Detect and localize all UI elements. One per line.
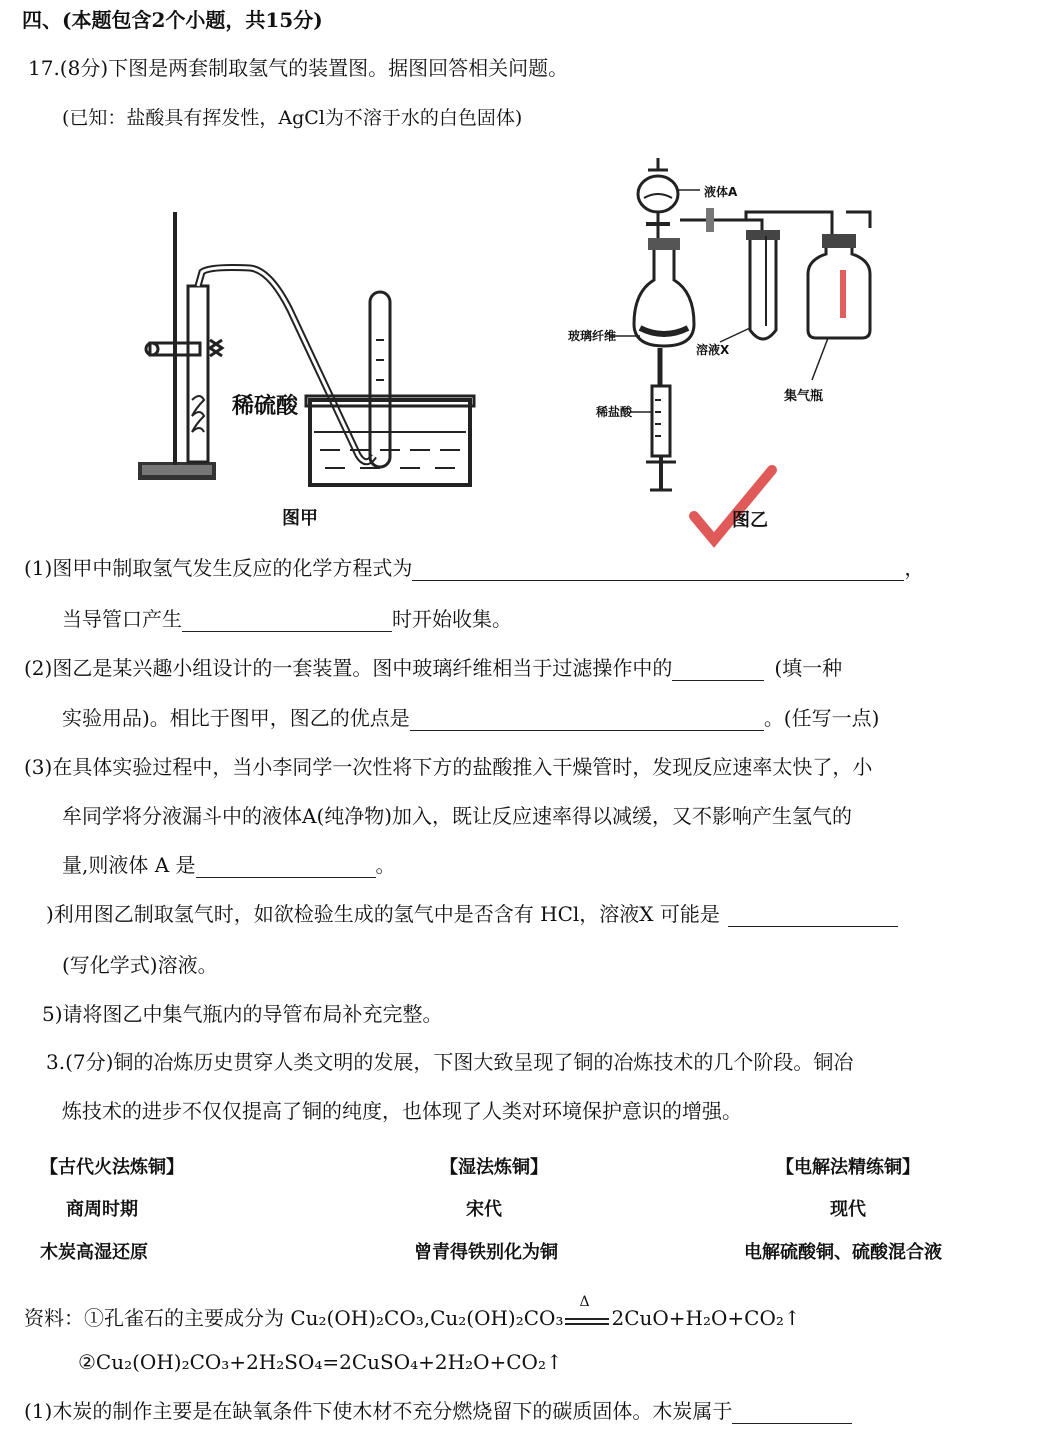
label-hydrochloric-acid: 稀盐酸 bbox=[596, 405, 633, 419]
q17-part5: 5)请将图乙中集气瓶内的导管布局补充完整。 bbox=[42, 1002, 443, 1026]
test-tube-x bbox=[750, 240, 776, 339]
question-18-stem-line1: 3.(7分)铜的冶炼历史贯穿人类文明的发展，下图大致呈现了铜的冶炼技术的几个阶段。铜冶 bbox=[46, 1050, 854, 1074]
column-2-method: 曾青得铁别化为铜 bbox=[414, 1242, 558, 1263]
section-heading: 四、(本题包含2个小题，共15分) bbox=[22, 8, 323, 32]
figure-jia-caption: 图甲 bbox=[282, 508, 318, 529]
gas-bottle bbox=[808, 248, 870, 338]
column-2-period: 宋代 bbox=[466, 1199, 502, 1220]
syringe bbox=[652, 386, 670, 456]
figure-yi bbox=[560, 150, 890, 550]
q17-part1-line1: (1)图甲中制取氢气发生反应的化学方程式为 ， bbox=[24, 556, 925, 580]
answer-blank-equation[interactable] bbox=[412, 558, 904, 581]
figure-yi-caption: 图乙 bbox=[732, 510, 768, 531]
column-1-title: 【古代火法炼铜】 bbox=[40, 1157, 184, 1178]
label-dilute-sulfuric-acid: 稀硫酸 bbox=[232, 394, 299, 419]
column-3-period: 现代 bbox=[830, 1199, 866, 1220]
question-17-known: (已知：盐酸具有挥发性，AgCl为不溶于水的白色固体) bbox=[62, 107, 523, 129]
q17-part4-line2: (写化学式)溶液。 bbox=[62, 953, 218, 977]
q17-part2-line2: 实验用品)。相比于图甲，图乙的优点是 。(任写一点) bbox=[62, 706, 880, 730]
material-line-2: ②Cu₂(OH)₂CO₃+2H₂SO₄=2CuSO₄+2H₂O+CO₂↑ bbox=[78, 1350, 563, 1374]
q17-part3-line2: 牟同学将分液漏斗中的液体A(纯净物)加入，既让反应速率得以减缓，又不影响产生氢气的 bbox=[62, 804, 853, 828]
column-3-title: 【电解法精练铜】 bbox=[776, 1157, 920, 1178]
q17-part1-line2: 当导管口产生 时开始收集。 bbox=[62, 607, 512, 631]
answer-blank-charcoal[interactable] bbox=[732, 1401, 852, 1424]
answer-blank-advantage[interactable] bbox=[410, 708, 764, 731]
heating-condition: Δ bbox=[565, 1308, 609, 1325]
answer-blank-solution-x[interactable] bbox=[728, 904, 898, 927]
material-line-1: 资料：①孔雀石的主要成分为 Cu₂(OH)₂CO₃,Cu₂(OH)₂CO₃ Δ 2CuO+H₂O+CO₂↑ bbox=[24, 1294, 801, 1330]
question-17-stem: 17.(8分)下图是两套制取氢气的装置图。据图回答相关问题。 bbox=[28, 56, 569, 80]
answer-blank-bubbles[interactable] bbox=[182, 609, 392, 632]
figure-jia bbox=[130, 200, 500, 540]
question-18-stem-line2: 炼技术的进步不仅仅提高了铜的纯度，也体现了人类对环境保护意识的增强。 bbox=[62, 1099, 742, 1123]
answer-blank-filter-item[interactable] bbox=[672, 658, 764, 681]
tube bbox=[188, 286, 208, 462]
column-1-method: 木炭高湿还原 bbox=[40, 1242, 148, 1263]
q17-part3-line1: (3)在具体实验过程中，当小李同学一次性将下方的盐酸推入干燥管时，发现反应速率太快了，小 bbox=[24, 755, 873, 779]
q17-part4-line1: )利用图乙制取氢气时，如欲检验生成的氢气中是否含有 HCl，溶液X 可能是 bbox=[46, 898, 898, 927]
q18-part1: (1)木炭的制作主要是在缺氧条件下使木材不充分燃烧留下的碳质固体。木炭属于 bbox=[24, 1395, 852, 1424]
label-liquid-a: 液体A bbox=[704, 185, 738, 199]
answer-blank-liquid-a[interactable] bbox=[196, 855, 376, 878]
column-1-period: 商周时期 bbox=[66, 1199, 138, 1220]
column-2-title: 【湿法炼铜】 bbox=[440, 1157, 548, 1178]
column-3-method: 电解硫酸铜、硫酸混合液 bbox=[744, 1242, 942, 1263]
label-gas-bottle: 集气瓶 bbox=[784, 389, 824, 404]
q17-part2-line1: (2)图乙是某兴趣小组设计的一套装置。图中玻璃纤维相当于过滤操作中的 (填一种 bbox=[24, 656, 843, 680]
label-solution-x: 溶液X bbox=[696, 343, 730, 357]
label-glass-fiber: 玻璃纤维 bbox=[568, 329, 617, 343]
q17-part3-line3: 量,则液体 A 是 。 bbox=[62, 853, 396, 877]
